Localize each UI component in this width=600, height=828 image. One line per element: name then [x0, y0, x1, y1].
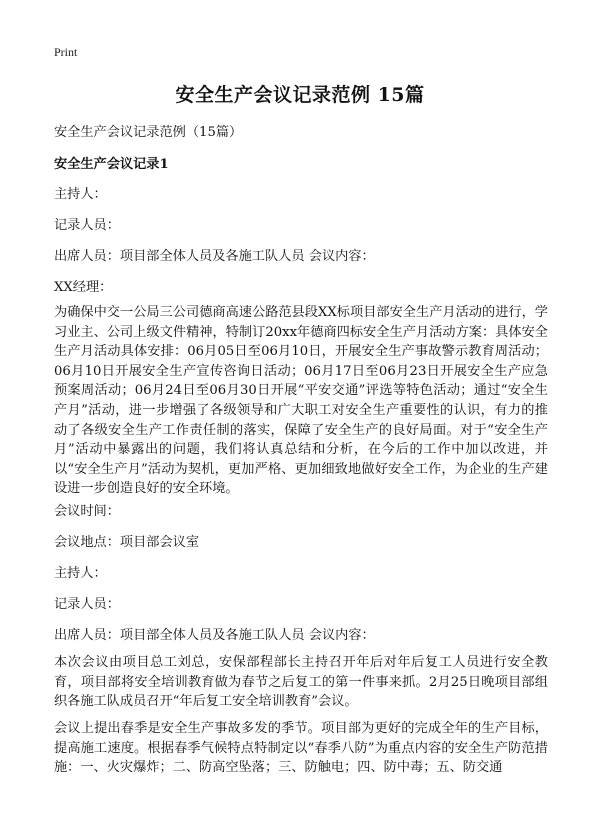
section-heading: 安全生产会议记录1	[54, 157, 169, 172]
document-title: 安全生产会议记录范例 15篇	[175, 84, 425, 106]
paragraph-spring-safety: 会议上提出春季是安全生产事故多发的季节。项目部为更好的完成全年的生产目标，提高施工速度。根据春季气候特点特制定以“春季八防”为重点内容的安全生产防范措施：一、火灾爆炸；二、防高空坠落；三、防触电；四、防中毒；五、防交通	[54, 721, 548, 776]
paragraph-meeting-summary: 本次会议由项目总工刘总，安保部程部长主持召开年后对年后复工人员进行安全教育，项目部将安全培训教育做为春节之后复工的第一件事来抓。2月25日晚项目部组织各施工队成员召开“年后复工安全培训教育”会议。	[54, 655, 548, 710]
paragraph-activity-plan: 为确保中交一公局三公司德商高速公路范县段XX标项目部安全生产月活动的进行，学习业主、公司上级文件精神，特制订20xx年德商四标安全生产月活动方案：具体安全生产月活动具体安排：06月05日至06月10日，开展安全生产事故警示教育周活动；06月10日开展安全生产宣传咨询日活动；06月17日至06月23日开展安全生产应急预案周活动；06月24日至06月30日开展“平安交通”评选等特色活动；通过“安全生产月”活动，进一步增强了各级领导和广大职工对安全生产重要性的认识，有力的推动了各级安全生产工作责任制的落实，保障了安全生产的良好局面。对于“安全生产月”活动中暴露出的问题，我们将认真总结和分析，在今后的工作中加以改进，并以“安全生产月”活动为契机，更加严格、更加细致地做好安全工作，为企业的生产建设进一步创造良好的安全环境。	[54, 305, 548, 497]
meeting-place-line: 会议地点：项目部会议室	[54, 535, 200, 550]
attendees-line-2: 出席人员：项目部全体人员及各施工队人员 会议内容：	[54, 628, 375, 643]
host-label-2: 主持人：	[54, 566, 107, 581]
print-label: Print	[54, 45, 78, 59]
recorder-label-2: 记录人员：	[54, 597, 120, 612]
manager-greeting: XX经理：	[54, 280, 113, 295]
attendees-line: 出席人员：项目部全体人员及各施工队人员 会议内容：	[54, 249, 375, 264]
meeting-time-label: 会议时间：	[54, 504, 120, 519]
host-label: 主持人：	[54, 187, 107, 202]
document-subtitle: 安全生产会议记录范例（15篇）	[54, 125, 243, 140]
recorder-label: 记录人员：	[54, 218, 120, 233]
